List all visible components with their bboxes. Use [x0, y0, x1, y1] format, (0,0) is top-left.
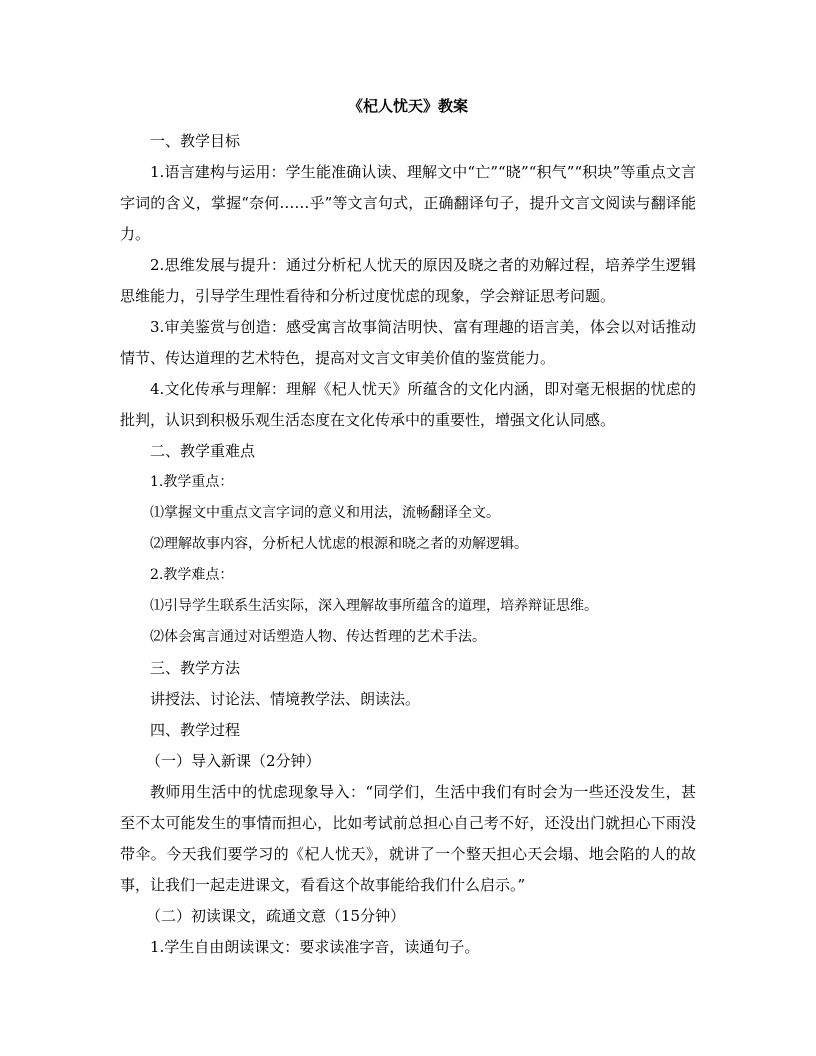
section-heading-methods: 三、教学方法: [150, 659, 241, 677]
key-point-1: ⑴掌握文中重点文言字词的意义和用法，流畅翻译全文。: [150, 505, 500, 521]
difficulties-subheading: 2.教学难点：: [150, 567, 234, 583]
methods-paragraph: 讲授法、讨论法、情境教学法、朗读法。: [150, 690, 421, 708]
process-step-2-heading: （二）初读课文，疏通文意（15分钟）: [146, 907, 406, 925]
difficulty-2: ⑵体会寓言通过对话塑造人物、传达哲理的艺术手法。: [150, 629, 486, 645]
document-title: 《杞人忧天》教案: [347, 97, 468, 115]
section-heading-process: 四、教学过程: [150, 721, 241, 739]
process-step-2-item-1: 1.学生自由朗读课文：要求读准字音，读通句子。: [150, 938, 480, 956]
objective-2-paragraph: 2.思维发展与提升：通过分析杞人忧天的原因及晓之者的劝解过程，培养学生逻辑思维能力，引导学生理性看待和分析过度忧虑的现象，学会辩证思考问题。: [120, 256, 696, 305]
section-heading-objectives: 一、教学目标: [150, 132, 241, 150]
objective-1-paragraph: 1.语言建构与运用：学生能准确认读、理解文中“亡”“晓”“积气”“积块”等重点文言字词的含义，掌握“奈何……乎”等文言句式，正确翻译句子，提升文言文阅读与翻译能力。: [120, 163, 696, 243]
key-point-2: ⑵理解故事内容，分析杞人忧虑的根源和晓之者的劝解逻辑。: [150, 536, 528, 552]
difficulty-1: ⑴引导学生联系生活实际，深入理解故事所蕴含的道理，培养辩证思维。: [150, 598, 598, 614]
objective-3-paragraph: 3.审美鉴赏与创造：感受寓言故事简洁明快、富有理趣的语言美，体会以对话推动情节、传达道理的艺术特色，提高对文言文审美价值的鉴赏能力。: [120, 318, 696, 367]
objective-4-paragraph: 4.文化传承与理解：理解《杞人忧天》所蕴含的文化内涵，即对毫无根据的忧虑的批判，认识到积极乐观生活态度在文化传承中的重要性，增强文化认同感。: [120, 380, 696, 429]
section-heading-key-points: 二、教学重难点: [150, 442, 256, 460]
document-body: [120, 126, 696, 963]
process-step-1-paragraph: 教师用生活中的忧虑现象导入：“同学们，生活中我们有时会为一些还没发生，甚至不太可能发生的事情而担心，比如考试前总担心自己考不好，还没出门就担心下雨没带伞。今天我们要学习的《杞人忧天》，就讲了一个整天担心天会塌、地会陷的人的故事，让我们一起走进课文，看看这个故事能给我们什么启示。”: [120, 783, 696, 894]
process-step-1-heading: （一）导入新课（2分钟）: [146, 752, 321, 770]
key-points-subheading: 1.教学重点：: [150, 474, 234, 490]
